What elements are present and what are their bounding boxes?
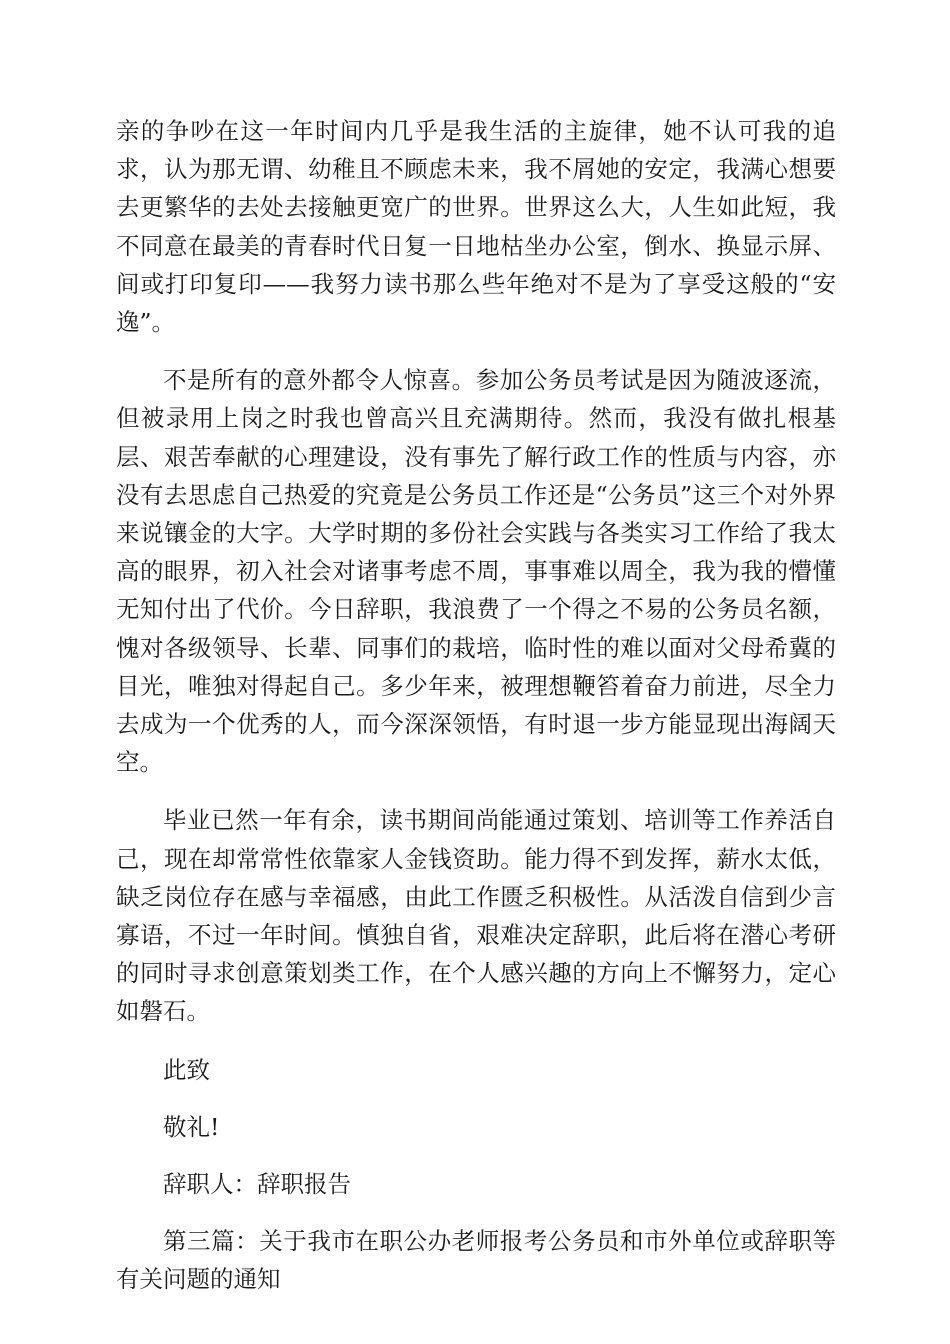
paragraph-graduation: 毕业已然一年有余，读书期间尚能通过策划、培训等工作养活自己，现在却常常性依靠家人金钱资助。能力得不到发挥，薪水太低，缺乏岗位存在感与幸福感，由此工作匮乏积极性。从活泼自信到少言寡语，不过一年时间。慎独自省，艰难决定辞职，此后将在潜心考研的同时寻求创意策划类工作，在个人感兴趣的方向上不懈努力，定心如磐石。	[116, 806, 836, 1026]
closing-regards: 敬礼!	[163, 1112, 220, 1141]
paragraph-civil-servant-exam: 不是所有的意外都令人惊喜。参加公务员考试是因为随波逐流，但被录用上岗之时我也曾高兴且充满期待。然而，我没有做扎根基层、艰苦奉献的心理建设，没有事先了解行政工作的性质与内容，亦没有去思虑自己热爱的究竟是公务员工作还是“公务员”这三个对外界来说镶金的大字。大学时期的多份社会实践与各类实习工作给了我太高的眼界，初入社会对诸事考虑不周，事事难以周全，我为我的懵懂无知付出了代价。今日辞职，我浪费了一个得之不易的公务员名额，愧对各级领导、长辈、同事们的栽培，临时性的难以面对父母希冀的目光，唯独对得起自己。多少年来，被理想鞭笞着奋力前进，尽全力去成为一个优秀的人，而今深深领悟，有时退一步方能显现出海阔天空。	[116, 366, 836, 777]
signature-line: 辞职人：辞职报告	[163, 1170, 351, 1199]
section-heading-third: 第三篇：关于我市在职公办老师报考公务员和市外单位或辞职等有关问题的通知	[116, 1227, 836, 1294]
closing-salutation: 此致	[163, 1055, 210, 1084]
document-body	[116, 112, 836, 1319]
paragraph-continued: 亲的争吵在这一年时间内几乎是我生活的主旋律，她不认可我的追求，认为那无谓、幼稚且不顾虑未来，我不屑她的安定，我满心想要去更繁华的去处去接触更宽广的世界。世界这么大，人生如此短，我不同意在最美的青春时代日复一日地枯坐办公室，倒水、换显示屏、间或打印复印——我努力读书那么些年绝对不是为了享受这般的“安逸”。	[116, 117, 836, 337]
